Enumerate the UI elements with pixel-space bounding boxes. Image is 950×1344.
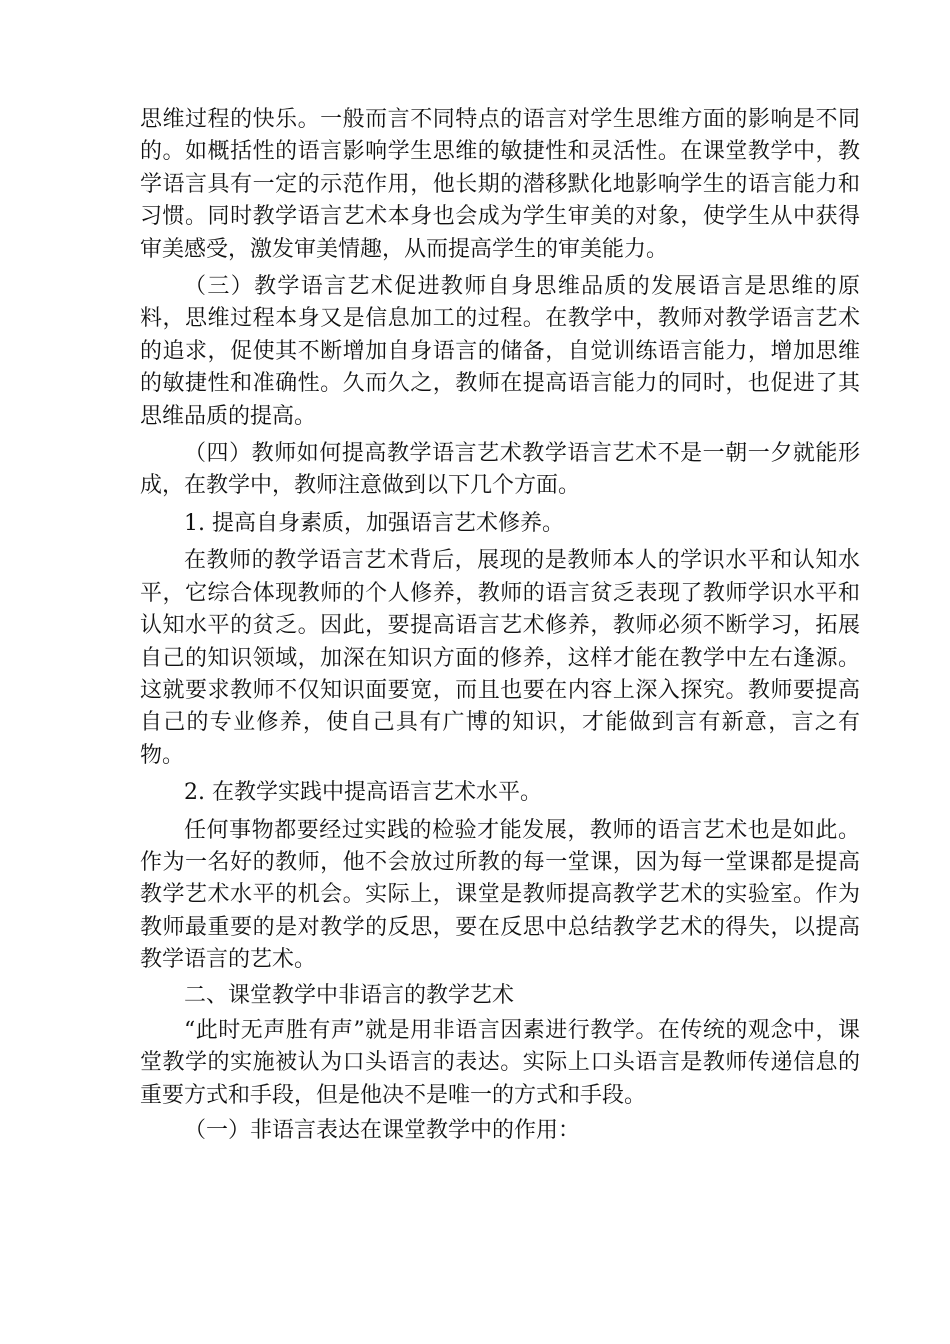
paragraph-part-two-body: “此时无声胜有声”就是用非语言因素进行教学。在传统的观念中，课堂教学的实施被认为口头语言的表达。实际上口头语言是教师传递信息的重要方式和手段，但是他决不是唯一的方式和手段。 xyxy=(140,1017,860,1108)
paragraph-item-one-body: 在教师的教学语言艺术背后，展现的是教师本人的学识水平和认知水平，它综合体现教师的个人修养，教师的语言贫乏表现了教师学识水平和认知水平的贫乏。因此，要提高语言艺术修养，教师必须不断学习，拓展自己的知识领域，加深在知识方面的修养，这样才能在教学中左右逢源。这就要求教师不仅知识面要宽，而且也要在内容上深入探究。教师要提高自己的专业修养，使自己具有广博的知识，才能做到言有新意，言之有物。 xyxy=(140,548,860,768)
paragraph-item-two-heading: 2. 在教学实践中提高语言艺术水平。 xyxy=(184,780,542,806)
paragraph-section-three: （三）教学语言艺术促进教师自身思维品质的发展语言是思维的原料，思维过程本身又是信息加工的过程。在教学中，教师对教学语言艺术的追求，促使其不断增加自身语言的储备，自觉训练语言能力，增加思维的敏捷性和准确性。久而久之，教师在提高语言能力的同时，也促进了其思维品质的提高。 xyxy=(140,274,860,429)
paragraph-continuation: 思维过程的快乐。一般而言不同特点的语言对学生思维方面的影响是不同的。如概括性的语言影响学生思维的敏捷性和灵活性。在课堂教学中，教学语言具有一定的示范作用，他长期的潜移默化地影响学生的语言能力和习惯。同时教学语言艺术本身也会成为学生审美的对象，使学生从中获得审美感受，激发审美情趣，从而提高学生的审美能力。 xyxy=(140,107,860,262)
paragraph-section-four: （四）教师如何提高教学语言艺术教学语言艺术不是一朝一夕就能形成，在教学中，教师注意做到以下几个方面。 xyxy=(140,441,860,499)
paragraph-subsection-one-heading: （一）非语言表达在课堂教学中的作用： xyxy=(184,1118,581,1144)
document-body xyxy=(140,104,860,1148)
paragraph-item-two-body: 任何事物都要经过实践的检验才能发展，教师的语言艺术也是如此。作为一名好的教师，他不会放过所教的每一堂课，因为每一堂课都是提高教学艺术水平的机会。实际上，课堂是教师提高教学艺术的实验室。作为教师最重要的是对教学的反思，要在反思中总结教学艺术的得失，以提高教学语言的艺术。 xyxy=(140,817,860,973)
paragraph-part-two-heading: 二、课堂教学中非语言的教学艺术 xyxy=(184,982,515,1008)
paragraph-item-one-heading: 1. 提高自身素质，加强语言艺术修养。 xyxy=(184,510,564,536)
